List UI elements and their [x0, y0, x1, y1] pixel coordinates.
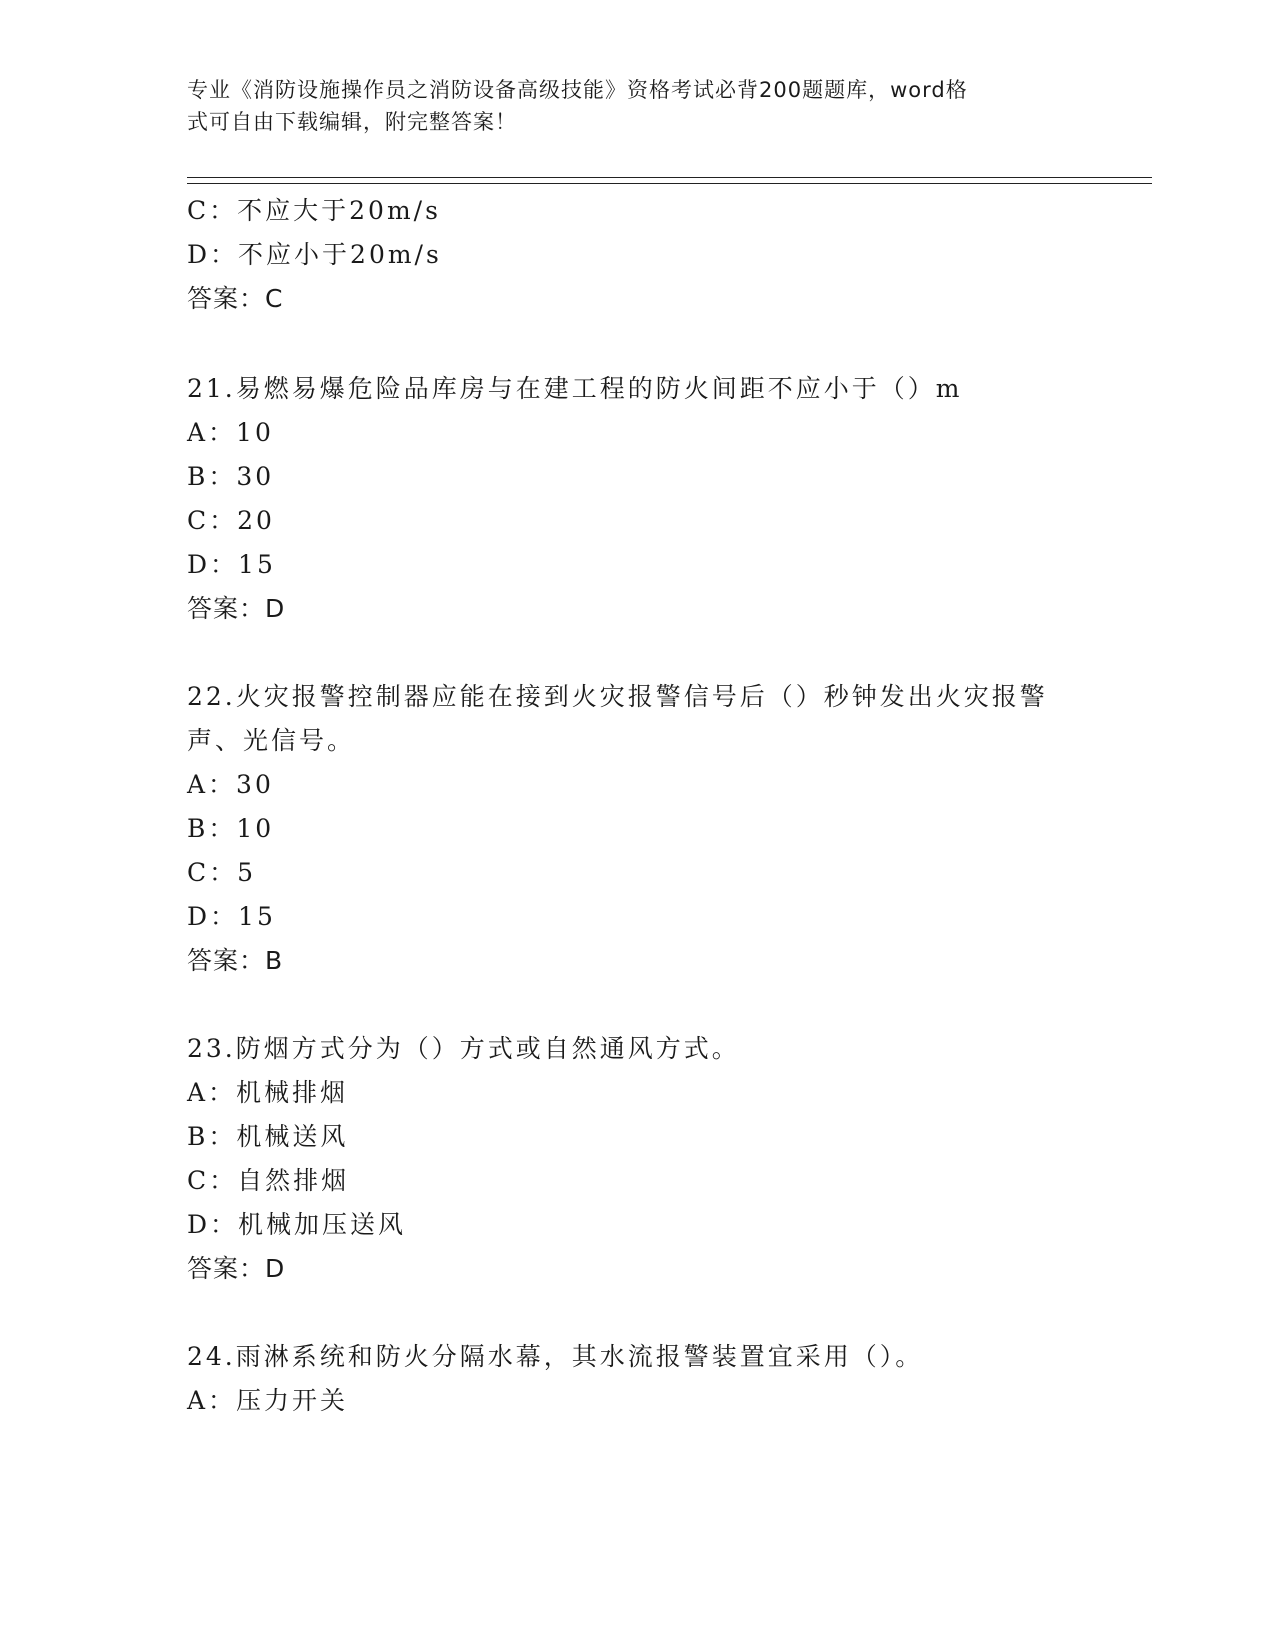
q23-option-c: C：自然排烟 [187, 1166, 350, 1195]
q24-stem: 24.雨淋系统和防火分隔水幕，其水流报警装置宜采用（）。 [187, 1342, 924, 1371]
q24-option-a: A：压力开关 [187, 1386, 349, 1415]
q23-option-b: B：机械送风 [187, 1122, 349, 1151]
header-divider-top [187, 177, 1152, 178]
q23-stem: 23.防烟方式分为（）方式或自然通风方式。 [187, 1034, 740, 1063]
prev-answer: 答案：C [187, 284, 284, 313]
header-line-2: 式可自由下载编辑，附完整答案！ [187, 110, 517, 134]
header-line-1: 专业《消防设施操作员之消防设备高级技能》资格考试必背200题题库，word格 [187, 78, 968, 102]
q22-stem-line-2: 声、光信号。 [187, 726, 356, 755]
q21-answer: 答案：D [187, 594, 286, 623]
q21-stem: 21.易燃易爆危险品库房与在建工程的防火间距不应小于（）m [187, 374, 963, 403]
q21-option-c: C：20 [187, 506, 275, 535]
q21-option-d: D：15 [187, 550, 276, 579]
q22-option-c: C：5 [187, 858, 257, 887]
header-divider-bottom [187, 183, 1152, 184]
prev-option-d: D：不应小于20m/s [187, 240, 442, 269]
document-header [187, 74, 1067, 138]
q22-answer: 答案：B [187, 946, 284, 975]
q23-option-d: D：机械加压送风 [187, 1210, 407, 1239]
q22-option-a: A：30 [187, 770, 274, 799]
q21-option-b: B：30 [187, 462, 275, 491]
q21-option-a: A：10 [187, 418, 274, 447]
q22-option-b: B：10 [187, 814, 275, 843]
q22-stem-line-1: 22.火灾报警控制器应能在接到火灾报警信号后（）秒钟发出火灾报警 [187, 682, 1048, 711]
q23-option-a: A：机械排烟 [187, 1078, 349, 1107]
q22-option-d: D：15 [187, 902, 276, 931]
q23-answer: 答案：D [187, 1254, 286, 1283]
prev-option-c: C：不应大于20m/s [187, 196, 441, 225]
